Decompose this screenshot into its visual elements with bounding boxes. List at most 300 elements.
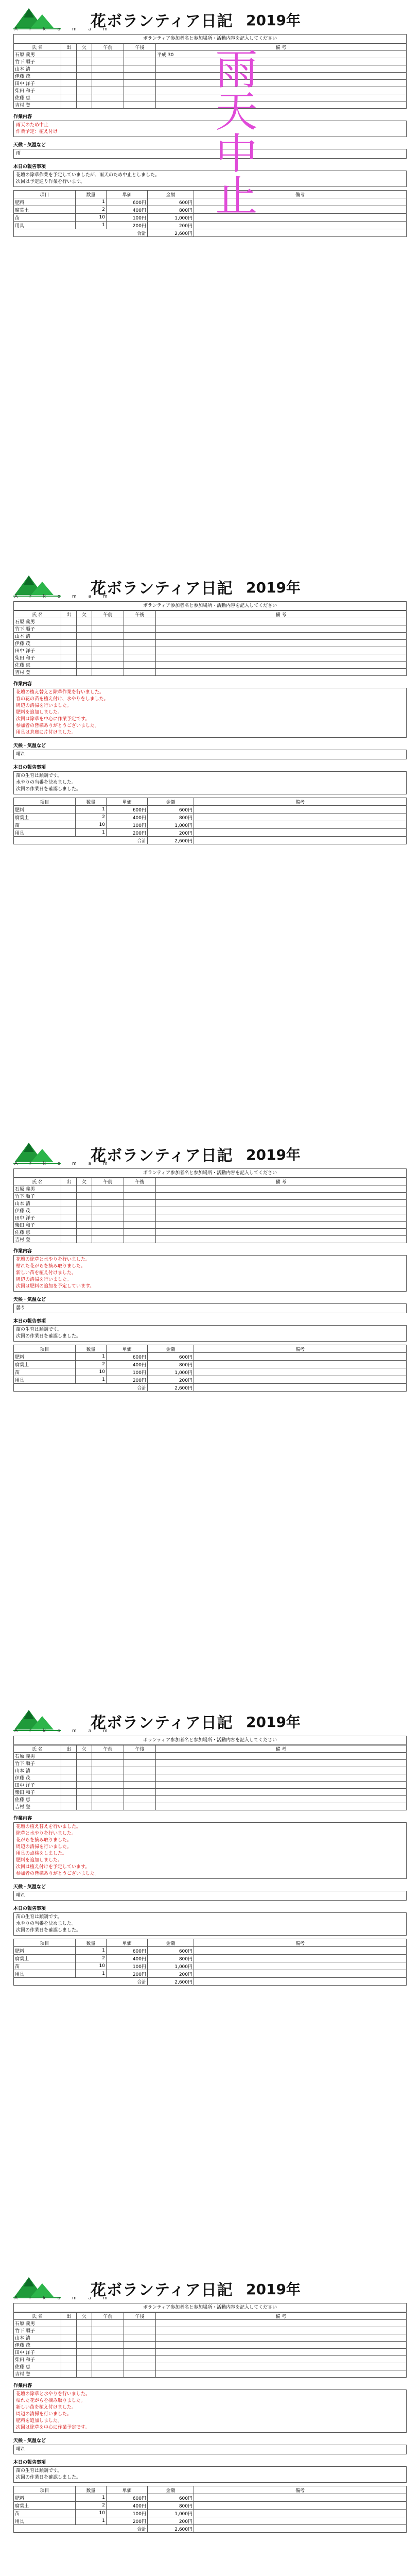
member-row <box>14 2349 407 2356</box>
total-value: 2,600円 <box>148 229 194 237</box>
member-row <box>14 1214 407 1222</box>
attendance-cell <box>92 654 124 662</box>
member-name: 山本 清 <box>14 633 61 640</box>
cost-row <box>14 1376 407 1384</box>
attendance-cell <box>61 633 77 640</box>
attendance-cell <box>77 2334 92 2342</box>
rain-cancel-stamp: 雨天中止 <box>208 47 257 216</box>
member-row <box>14 669 407 676</box>
member-note: 平成 30 <box>156 51 407 58</box>
total-note <box>194 837 407 844</box>
cost-cell: 400円 <box>107 206 148 214</box>
attendance-cell <box>92 618 124 625</box>
attendance-cell <box>77 647 92 654</box>
work-line: 参加者の皆様ありがとうございました。 <box>16 723 100 728</box>
attendance-cell <box>92 1774 124 1782</box>
cost-row <box>14 821 407 829</box>
attendance-cell <box>92 633 124 640</box>
attendance-cell <box>92 2327 124 2334</box>
member-name: 伊藤 茂 <box>14 2342 61 2349</box>
cost-header-cell: 備考 <box>194 1345 407 1353</box>
cost-cell: 1 <box>76 2517 107 2525</box>
member-name: 石原 義男 <box>14 1185 61 1193</box>
attendance-cell <box>92 662 124 669</box>
work-line: 周辺の清掃を行いました。 <box>16 1844 72 1850</box>
member-note <box>156 1760 407 1767</box>
attendance-cell <box>77 654 92 662</box>
weather-heading: 天候・気温など <box>13 2438 46 2444</box>
cost-cell: 苗 <box>14 2510 76 2517</box>
attendance-cell <box>124 58 156 65</box>
cost-header-cell: 項目 <box>14 191 76 198</box>
member-name: 柴田 和子 <box>14 654 61 662</box>
cost-cell: 2 <box>76 1955 107 1962</box>
page-year: 2019年 <box>246 2281 301 2298</box>
attendance-cell <box>124 101 156 109</box>
cost-cell: 400円 <box>107 814 148 821</box>
member-row <box>14 1796 407 1803</box>
attendance-cell <box>124 87 156 94</box>
instruction-text: ボランティア参加者名と参加場所・活動内容を記入してください <box>13 1736 407 1745</box>
cost-table <box>13 1939 407 1986</box>
cost-cell: 1,000円 <box>148 214 194 222</box>
attendance-cell <box>61 1789 77 1796</box>
attendance-cell <box>61 73 77 80</box>
attendance-cell <box>92 1796 124 1803</box>
cost-cell: 苗 <box>14 1368 76 1376</box>
cost-cell: 10 <box>76 1368 107 1376</box>
cost-cell: 100円 <box>107 214 148 222</box>
attendance-cell <box>124 1229 156 1236</box>
member-name: 竹下 順子 <box>14 1193 61 1200</box>
attendance-cell <box>124 2363 156 2370</box>
attendance-cell <box>124 94 156 101</box>
attendance-cell <box>77 1753 92 1760</box>
member-table <box>13 1178 407 1243</box>
member-header-cell: 備 考 <box>156 611 407 618</box>
attendance-cell <box>61 87 77 94</box>
attendance-cell <box>61 51 77 58</box>
report-heading: 本日の報告事項 <box>13 765 46 770</box>
work-heading: 作業内容 <box>13 114 32 120</box>
total-value: 2,600円 <box>148 1978 194 1986</box>
member-header-cell: 出 <box>61 1745 77 1753</box>
cost-cell: 600円 <box>107 198 148 206</box>
report-content <box>13 1325 407 1342</box>
attendance-cell <box>124 2334 156 2342</box>
member-note <box>156 1229 407 1236</box>
member-name: 石原 義男 <box>14 618 61 625</box>
cost-row <box>14 2494 407 2502</box>
work-line: 除草と水やりを行いました。 <box>16 1831 77 1836</box>
cost-cell: 600円 <box>107 1353 148 1361</box>
attendance-cell <box>92 1753 124 1760</box>
work-line: 次回は除草を中心に作業予定です。 <box>16 2425 90 2430</box>
member-note <box>156 2356 407 2363</box>
cost-header-cell: 金額 <box>148 1345 194 1353</box>
cost-cell: 苗 <box>14 214 76 222</box>
attendance-cell <box>61 2363 77 2370</box>
member-header-cell: 午前 <box>92 2313 124 2320</box>
cost-cell: 100円 <box>107 1962 148 1970</box>
member-row <box>14 2327 407 2334</box>
cost-row <box>14 814 407 821</box>
attendance-cell <box>92 1236 124 1243</box>
cost-cell: 800円 <box>148 1361 194 1368</box>
cost-row <box>14 806 407 814</box>
attendance-cell <box>92 1200 124 1207</box>
cost-cell: 苗 <box>14 1962 76 1970</box>
member-name: 佐藤 恵 <box>14 2363 61 2370</box>
attendance-cell <box>124 73 156 80</box>
page-header <box>13 1707 407 1736</box>
member-header-cell: 氏 名 <box>14 1745 61 1753</box>
member-header-cell: 午前 <box>92 1745 124 1753</box>
attendance-cell <box>124 1789 156 1796</box>
member-header-cell: 午後 <box>124 1745 156 1753</box>
work-line: 花壇の植え替えを行いました。 <box>16 1824 81 1829</box>
cost-table <box>13 1345 407 1392</box>
cost-cell <box>194 821 407 829</box>
cost-cell: 1 <box>76 1376 107 1384</box>
attendance-cell <box>77 2320 92 2327</box>
cost-cell: 600円 <box>107 1947 148 1955</box>
attendance-cell <box>92 87 124 94</box>
member-name: 田中 洋子 <box>14 2349 61 2356</box>
page-title: 花ボランティア日記 <box>91 2281 233 2299</box>
page-header <box>13 2274 407 2303</box>
attendance-cell <box>92 1760 124 1767</box>
cost-table <box>13 798 407 844</box>
attendance-cell <box>61 65 77 73</box>
cost-cell: 200円 <box>148 1376 194 1384</box>
member-name: 石原 義男 <box>14 51 61 58</box>
attendance-cell <box>92 58 124 65</box>
attendance-cell <box>92 2363 124 2370</box>
member-table <box>13 611 407 676</box>
report-content <box>13 771 407 794</box>
work-line: 新しい苗を植え付けました。 <box>16 1270 77 1276</box>
member-row <box>14 1789 407 1796</box>
work-line: 周辺の清掃を行いました。 <box>16 2412 72 2417</box>
member-note <box>156 1774 407 1782</box>
report-line: 次回の作業日を確認しました。 <box>16 1334 81 1339</box>
cost-row <box>14 1970 407 1978</box>
member-row <box>14 1222 407 1229</box>
total-label: 合計 <box>14 1978 148 1986</box>
work-content <box>13 688 407 738</box>
cost-cell: 600円 <box>107 806 148 814</box>
member-row <box>14 1193 407 1200</box>
member-name: 佐藤 恵 <box>14 1796 61 1803</box>
member-row <box>14 1767 407 1774</box>
attendance-cell <box>124 1782 156 1789</box>
work-content <box>13 1822 407 1879</box>
cost-cell: 100円 <box>107 1368 148 1376</box>
cost-cell <box>194 1361 407 1368</box>
work-heading: 作業内容 <box>13 1249 32 1254</box>
cost-cell: 腐葉土 <box>14 1955 76 1962</box>
work-heading: 作業内容 <box>13 2383 32 2388</box>
attendance-cell <box>92 1229 124 1236</box>
member-note <box>156 625 407 633</box>
attendance-cell <box>61 80 77 87</box>
total-label: 合計 <box>14 2525 148 2533</box>
attendance-cell <box>77 94 92 101</box>
member-note <box>156 1193 407 1200</box>
cost-cell: 1 <box>76 2494 107 2502</box>
member-header-cell: 午後 <box>124 44 156 51</box>
work-heading: 作業内容 <box>13 1816 32 1821</box>
cost-cell <box>194 1955 407 1962</box>
cost-cell: 用具 <box>14 1970 76 1978</box>
report-line: 次回の作業日を確認しました。 <box>16 1928 81 1933</box>
member-name: 佐藤 恵 <box>14 662 61 669</box>
page-header <box>13 572 407 601</box>
work-line: 花がらを摘み取りました。 <box>16 1838 72 1843</box>
report-content <box>13 1912 407 1936</box>
attendance-cell <box>77 1236 92 1243</box>
weather-value: 晴れ <box>13 750 407 759</box>
member-row <box>14 1236 407 1243</box>
cost-header-cell: 項目 <box>14 1345 76 1353</box>
member-row <box>14 2356 407 2363</box>
logo-letters: A r k o m a m <box>14 2296 113 2301</box>
member-note <box>156 2370 407 2378</box>
cost-cell <box>194 2510 407 2517</box>
member-name: 柴田 和子 <box>14 1222 61 1229</box>
report-line: 苗の生育は順調です。 <box>16 2468 62 2473</box>
diary-page <box>0 567 420 1128</box>
cost-header-cell: 項目 <box>14 1939 76 1947</box>
attendance-cell <box>61 669 77 676</box>
weather-value: 曇り <box>13 1303 407 1313</box>
weather-value: 晴れ <box>13 1891 407 1901</box>
attendance-cell <box>61 1760 77 1767</box>
member-row <box>14 2370 407 2378</box>
cost-cell: 腐葉土 <box>14 814 76 821</box>
member-name: 田中 洋子 <box>14 80 61 87</box>
total-note <box>194 2525 407 2533</box>
cost-cell: 用具 <box>14 2517 76 2525</box>
attendance-cell <box>124 1774 156 1782</box>
attendance-cell <box>77 2342 92 2349</box>
attendance-cell <box>77 618 92 625</box>
member-header-cell: 氏 名 <box>14 611 61 618</box>
report-line: 水やりの当番を決めました。 <box>16 780 77 785</box>
cost-cell: 肥料 <box>14 198 76 206</box>
member-note <box>156 1222 407 1229</box>
attendance-cell <box>124 1207 156 1214</box>
member-name: 吉村 登 <box>14 101 61 109</box>
cost-row <box>14 1353 407 1361</box>
weather-value: 晴れ <box>13 2445 407 2454</box>
attendance-cell <box>124 1185 156 1193</box>
member-note <box>156 2363 407 2370</box>
member-row <box>14 1760 407 1767</box>
cost-cell: 400円 <box>107 2502 148 2510</box>
attendance-cell <box>61 2327 77 2334</box>
page-year: 2019年 <box>246 579 301 596</box>
cost-cell: 用具 <box>14 1376 76 1384</box>
cost-cell: 2 <box>76 814 107 821</box>
attendance-cell <box>61 1207 77 1214</box>
cost-row <box>14 2517 407 2525</box>
attendance-cell <box>124 662 156 669</box>
cost-cell: 200円 <box>107 829 148 837</box>
logo-letters: A r k o m a m <box>14 594 113 599</box>
diary-page <box>0 2269 420 2576</box>
attendance-cell <box>92 2370 124 2378</box>
member-name: 吉村 登 <box>14 1803 61 1810</box>
cost-header-cell: 数量 <box>76 798 107 806</box>
report-heading: 本日の報告事項 <box>13 1906 46 1911</box>
diary-page <box>0 0 420 561</box>
attendance-cell <box>61 1193 77 1200</box>
cost-cell <box>194 2502 407 2510</box>
cost-header-cell: 金額 <box>148 1939 194 1947</box>
work-line: 花壇の植え替えと除草作業を行いました。 <box>16 690 104 695</box>
attendance-cell <box>61 640 77 647</box>
cost-cell: 2 <box>76 1361 107 1368</box>
total-value: 2,600円 <box>148 1384 194 1392</box>
cost-cell <box>194 1947 407 1955</box>
total-value: 2,600円 <box>148 837 194 844</box>
member-row <box>14 640 407 647</box>
member-note <box>156 1796 407 1803</box>
total-note <box>194 1384 407 1392</box>
attendance-cell <box>92 640 124 647</box>
attendance-cell <box>61 1753 77 1760</box>
member-row <box>14 1782 407 1789</box>
member-note <box>156 1207 407 1214</box>
cost-total-row <box>14 837 407 844</box>
cost-cell: 400円 <box>107 1361 148 1368</box>
cost-cell: 600円 <box>107 2494 148 2502</box>
attendance-cell <box>124 51 156 58</box>
member-note <box>156 1767 407 1774</box>
member-name: 田中 洋子 <box>14 647 61 654</box>
attendance-cell <box>124 625 156 633</box>
member-name: 竹下 順子 <box>14 1760 61 1767</box>
member-name: 山本 清 <box>14 1767 61 1774</box>
attendance-cell <box>77 1229 92 1236</box>
attendance-cell <box>124 633 156 640</box>
cost-cell: 用具 <box>14 222 76 229</box>
cost-cell: 苗 <box>14 821 76 829</box>
member-row <box>14 1803 407 1810</box>
member-header-cell: 欠 <box>77 1745 92 1753</box>
member-row <box>14 662 407 669</box>
cost-row <box>14 829 407 837</box>
member-name: 田中 洋子 <box>14 1214 61 1222</box>
attendance-cell <box>77 87 92 94</box>
attendance-cell <box>92 1789 124 1796</box>
report-line: 苗の生育は順調です。 <box>16 1327 62 1332</box>
cost-header-cell: 項目 <box>14 2486 76 2494</box>
member-header-cell: 午前 <box>92 44 124 51</box>
attendance-cell <box>61 1803 77 1810</box>
cost-cell <box>194 829 407 837</box>
member-header-cell: 備 考 <box>156 1178 407 1185</box>
cost-cell: 10 <box>76 2510 107 2517</box>
attendance-cell <box>124 2370 156 2378</box>
instruction-text: ボランティア参加者名と参加場所・活動内容を記入してください <box>13 34 407 43</box>
cost-cell: 100円 <box>107 821 148 829</box>
member-table <box>13 1745 407 1810</box>
attendance-cell <box>124 1803 156 1810</box>
attendance-cell <box>124 80 156 87</box>
member-header-cell: 欠 <box>77 1178 92 1185</box>
member-note <box>156 1200 407 1207</box>
attendance-cell <box>61 625 77 633</box>
cost-cell: 用具 <box>14 829 76 837</box>
member-row <box>14 618 407 625</box>
cost-cell: 200円 <box>107 222 148 229</box>
work-line: 花壇の除草と水やりを行いました。 <box>16 2392 91 2397</box>
attendance-cell <box>124 2342 156 2349</box>
attendance-cell <box>92 1185 124 1193</box>
cost-header-cell: 数量 <box>76 191 107 198</box>
cost-cell: 100円 <box>107 2510 148 2517</box>
work-line: 花壇の除草と水やりを行いました。 <box>16 1257 91 1262</box>
member-name: 竹下 順子 <box>14 2327 61 2334</box>
cost-header-cell: 金額 <box>148 191 194 198</box>
report-heading: 本日の報告事項 <box>13 2460 46 2465</box>
cost-cell: 肥料 <box>14 806 76 814</box>
member-note <box>156 2320 407 2327</box>
cost-cell: 2 <box>76 206 107 214</box>
member-header-cell: 出 <box>61 44 77 51</box>
cost-cell: 1,000円 <box>148 2510 194 2517</box>
attendance-cell <box>61 1774 77 1782</box>
cost-row <box>14 2502 407 2510</box>
member-name: 柴田 和子 <box>14 1789 61 1796</box>
attendance-cell <box>92 80 124 87</box>
cost-row <box>14 1955 407 1962</box>
member-row <box>14 633 407 640</box>
cost-cell: 1 <box>76 1353 107 1361</box>
page-title: 花ボランティア日記 <box>91 1147 233 1165</box>
member-header-cell: 欠 <box>77 2313 92 2320</box>
member-note <box>156 2342 407 2349</box>
cost-cell: 10 <box>76 214 107 222</box>
logo-letters: A r k o m a m <box>14 1728 113 1734</box>
member-note <box>156 1236 407 1243</box>
attendance-cell <box>61 2320 77 2327</box>
cost-cell: 600円 <box>148 1353 194 1361</box>
attendance-cell <box>92 669 124 676</box>
member-name: 石原 義男 <box>14 1753 61 1760</box>
instruction-text: ボランティア参加者名と参加場所・活動内容を記入してください <box>13 1168 407 1178</box>
work-line: 雨天のため中止 <box>16 123 49 128</box>
cost-cell <box>194 1962 407 1970</box>
cost-table <box>13 2486 407 2533</box>
diary-page <box>0 1702 420 2262</box>
cost-cell: 1,000円 <box>148 1962 194 1970</box>
member-header-cell: 氏 名 <box>14 1178 61 1185</box>
attendance-cell <box>92 1803 124 1810</box>
cost-cell: 1,000円 <box>148 821 194 829</box>
work-line: 次回は除草を中心に作業予定です。 <box>16 717 90 722</box>
member-row <box>14 647 407 654</box>
page-year: 2019年 <box>246 1714 301 1731</box>
instruction-text: ボランティア参加者名と参加場所・活動内容を記入してください <box>13 2303 407 2312</box>
member-row <box>14 2342 407 2349</box>
cost-cell: 800円 <box>148 1955 194 1962</box>
work-content <box>13 2389 407 2433</box>
cost-cell <box>194 814 407 821</box>
